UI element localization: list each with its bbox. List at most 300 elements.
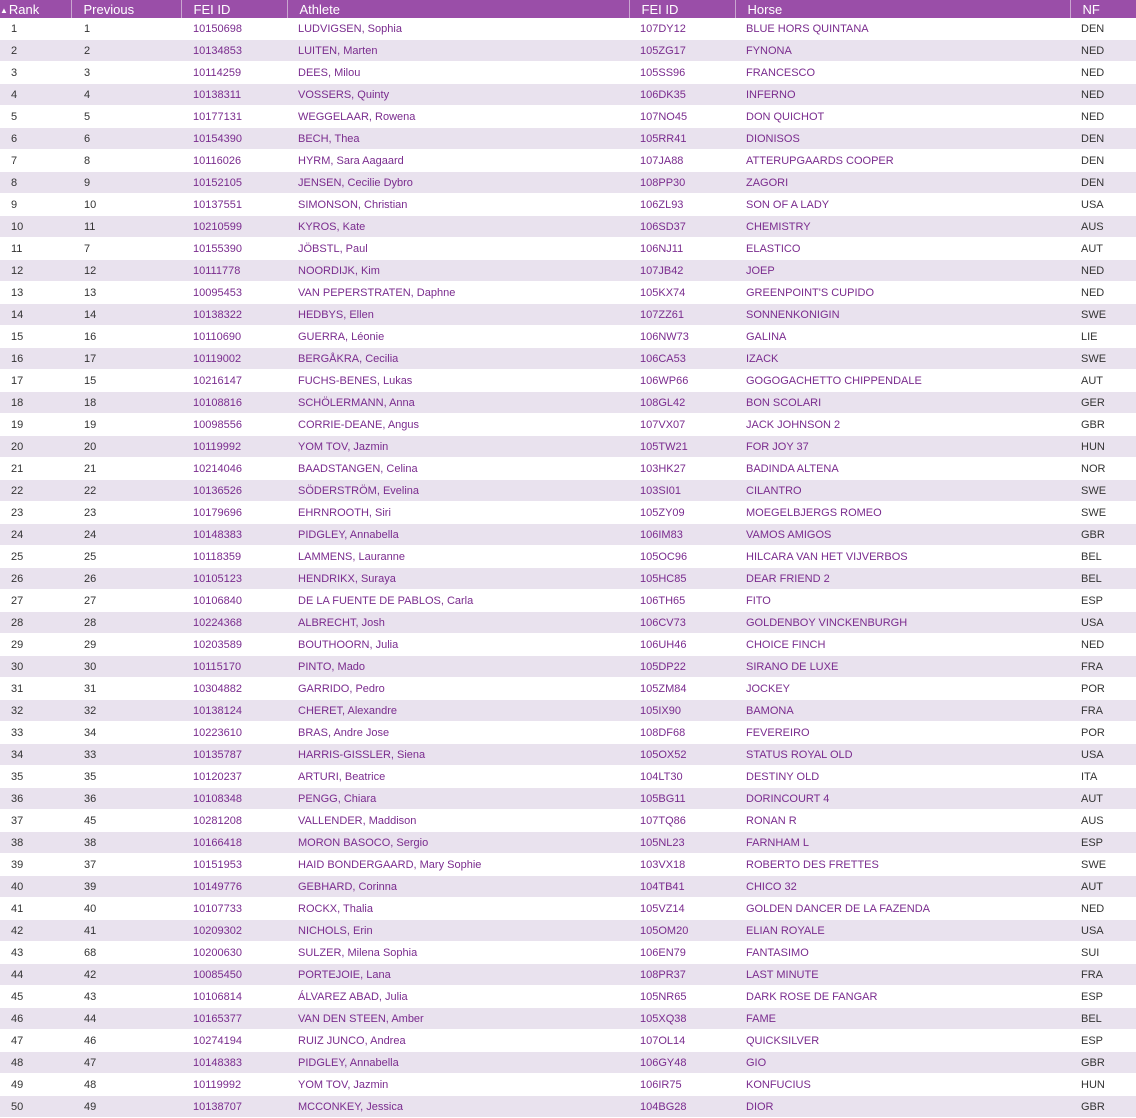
athlete-fei-id-link[interactable]: 10120237	[181, 766, 287, 788]
horse-fei-id-link[interactable]: 104TB41	[629, 876, 735, 898]
horse-fei-id-link[interactable]: 105HC85	[629, 568, 735, 590]
athlete-name-link[interactable]: PORTEJOIE, Lana	[287, 964, 629, 986]
athlete-fei-id-link[interactable]: 10155390	[181, 238, 287, 260]
previous-rank-cell: 68	[71, 942, 181, 964]
nation-cell: NED	[1070, 106, 1136, 128]
athlete-fei-id-link[interactable]: 10177131	[181, 106, 287, 128]
table-row	[0, 832, 1136, 854]
table-row	[0, 766, 1136, 788]
previous-rank-cell: 6	[71, 128, 181, 150]
horse-fei-id-link[interactable]: 107DY12	[629, 18, 735, 40]
horse-name-link[interactable]: HILCARA VAN HET VIJVERBOS	[735, 546, 1070, 568]
athlete-fei-id-link[interactable]: 10106840	[181, 590, 287, 612]
rank-cell: 19	[0, 414, 71, 436]
horse-fei-id-link[interactable]: 106EN79	[629, 942, 735, 964]
horse-name-link[interactable]: SON OF A LADY	[735, 194, 1070, 216]
horse-fei-id-link[interactable]: 103HK27	[629, 458, 735, 480]
previous-rank-cell: 45	[71, 810, 181, 832]
column-header-horse[interactable]: Horse	[735, 0, 1070, 18]
horse-name-link[interactable]: GOLDENBOY VINCKENBURGH	[735, 612, 1070, 634]
horse-name-link[interactable]: GOLDEN DANCER DE LA FAZENDA	[735, 898, 1070, 920]
athlete-name-link[interactable]: HYRM, Sara Aagaard	[287, 150, 629, 172]
athlete-fei-id-link[interactable]: 10136526	[181, 480, 287, 502]
nation-cell: HUN	[1070, 436, 1136, 458]
horse-fei-id-link[interactable]: 105OM20	[629, 920, 735, 942]
previous-rank-cell: 46	[71, 1030, 181, 1052]
athlete-name-link[interactable]: CORRIE-DEANE, Angus	[287, 414, 629, 436]
rank-cell: 6	[0, 128, 71, 150]
previous-rank-cell: 22	[71, 480, 181, 502]
table-row	[0, 920, 1136, 942]
horse-name-link[interactable]: VAMOS AMIGOS	[735, 524, 1070, 546]
horse-fei-id-link[interactable]: 108DF68	[629, 722, 735, 744]
horse-name-link[interactable]: JOCKEY	[735, 678, 1070, 700]
horse-name-link[interactable]: FANTASIMO	[735, 942, 1070, 964]
athlete-name-link[interactable]: JÖBSTL, Paul	[287, 238, 629, 260]
nation-cell: USA	[1070, 194, 1136, 216]
table-row	[0, 282, 1136, 304]
horse-fei-id-link[interactable]: 105KX74	[629, 282, 735, 304]
horse-fei-id-link[interactable]: 105OC96	[629, 546, 735, 568]
athlete-name-link[interactable]: YOM TOV, Jazmin	[287, 436, 629, 458]
athlete-name-link[interactable]: BERGÅKRA, Cecilia	[287, 348, 629, 370]
athlete-name-link[interactable]: LUITEN, Marten	[287, 40, 629, 62]
nation-cell: NED	[1070, 40, 1136, 62]
horse-name-link[interactable]: FAME	[735, 1008, 1070, 1030]
nation-cell: ESP	[1070, 832, 1136, 854]
athlete-fei-id-link[interactable]: 10108816	[181, 392, 287, 414]
table-row	[0, 678, 1136, 700]
table-row	[0, 612, 1136, 634]
athlete-fei-id-link[interactable]: 10115170	[181, 656, 287, 678]
athlete-name-link[interactable]: GARRIDO, Pedro	[287, 678, 629, 700]
athlete-name-link[interactable]: KYROS, Kate	[287, 216, 629, 238]
athlete-fei-id-link[interactable]: 10106814	[181, 986, 287, 1008]
horse-name-link[interactable]: BON SCOLARI	[735, 392, 1070, 414]
previous-rank-cell: 15	[71, 370, 181, 392]
athlete-name-link[interactable]: BECH, Thea	[287, 128, 629, 150]
horse-fei-id-link[interactable]: 105ZG17	[629, 40, 735, 62]
athlete-name-link[interactable]: HEDBYS, Ellen	[287, 304, 629, 326]
rank-cell: 28	[0, 612, 71, 634]
horse-fei-id-link[interactable]: 104BG28	[629, 1096, 735, 1118]
nation-cell: NED	[1070, 898, 1136, 920]
previous-rank-cell: 37	[71, 854, 181, 876]
athlete-name-link[interactable]: SCHÖLERMANN, Anna	[287, 392, 629, 414]
horse-fei-id-link[interactable]: 106CV73	[629, 612, 735, 634]
horse-name-link[interactable]: KONFUCIUS	[735, 1074, 1070, 1096]
horse-fei-id-link[interactable]: 105NL23	[629, 832, 735, 854]
athlete-fei-id-link[interactable]: 10148383	[181, 524, 287, 546]
athlete-fei-id-link[interactable]: 10281208	[181, 810, 287, 832]
horse-fei-id-link[interactable]: 106NW73	[629, 326, 735, 348]
athlete-fei-id-link[interactable]: 10135787	[181, 744, 287, 766]
athlete-name-link[interactable]: LUDVIGSEN, Sophia	[287, 18, 629, 40]
table-row	[0, 216, 1136, 238]
horse-fei-id-link[interactable]: 107OL14	[629, 1030, 735, 1052]
rank-cell: 11	[0, 238, 71, 260]
nation-cell: NED	[1070, 84, 1136, 106]
table-row	[0, 700, 1136, 722]
horse-name-link[interactable]: FEVEREIRO	[735, 722, 1070, 744]
athlete-fei-id-link[interactable]: 10119002	[181, 348, 287, 370]
rank-cell: 10	[0, 216, 71, 238]
nation-cell: HUN	[1070, 1074, 1136, 1096]
horse-fei-id-link[interactable]: 105ZM84	[629, 678, 735, 700]
athlete-fei-id-link[interactable]: 10119992	[181, 1074, 287, 1096]
table-row	[0, 1008, 1136, 1030]
rank-cell: 20	[0, 436, 71, 458]
horse-fei-id-link[interactable]: 105XQ38	[629, 1008, 735, 1030]
horse-fei-id-link[interactable]: 103VX18	[629, 854, 735, 876]
athlete-fei-id-link[interactable]: 10111778	[181, 260, 287, 282]
athlete-name-link[interactable]: PINTO, Mado	[287, 656, 629, 678]
horse-fei-id-link[interactable]: 106WP66	[629, 370, 735, 392]
horse-fei-id-link[interactable]: 103SI01	[629, 480, 735, 502]
horse-fei-id-link[interactable]: 106CA53	[629, 348, 735, 370]
nation-cell: AUT	[1070, 370, 1136, 392]
athlete-fei-id-link[interactable]: 10105123	[181, 568, 287, 590]
previous-rank-cell: 12	[71, 260, 181, 282]
athlete-fei-id-link[interactable]: 10085450	[181, 964, 287, 986]
athlete-name-link[interactable]: PENGG, Chiara	[287, 788, 629, 810]
nation-cell: SWE	[1070, 304, 1136, 326]
horse-fei-id-link[interactable]: 106UH46	[629, 634, 735, 656]
horse-name-link[interactable]: LAST MINUTE	[735, 964, 1070, 986]
rank-cell: 25	[0, 546, 71, 568]
nation-cell: AUS	[1070, 216, 1136, 238]
column-header-fei-id[interactable]: FEI ID	[181, 0, 287, 18]
horse-fei-id-link[interactable]: 105NR65	[629, 986, 735, 1008]
horse-name-link[interactable]: DIONISOS	[735, 128, 1070, 150]
horse-fei-id-link[interactable]: 105DP22	[629, 656, 735, 678]
nation-cell: GER	[1070, 392, 1136, 414]
horse-name-link[interactable]: FRANCESCO	[735, 62, 1070, 84]
horse-fei-id-link[interactable]: 107JB42	[629, 260, 735, 282]
horse-fei-id-link[interactable]: 105RR41	[629, 128, 735, 150]
athlete-fei-id-link[interactable]: 10138322	[181, 304, 287, 326]
athlete-name-link[interactable]: ARTURI, Beatrice	[287, 766, 629, 788]
horse-fei-id-link[interactable]: 105OX52	[629, 744, 735, 766]
nation-cell: FRA	[1070, 700, 1136, 722]
athlete-fei-id-link[interactable]: 10138311	[181, 84, 287, 106]
nation-cell: NED	[1070, 62, 1136, 84]
horse-fei-id-link[interactable]: 107ZZ61	[629, 304, 735, 326]
athlete-name-link[interactable]: VOSSERS, Quinty	[287, 84, 629, 106]
athlete-fei-id-link[interactable]: 10151953	[181, 854, 287, 876]
table-row	[0, 546, 1136, 568]
athlete-name-link[interactable]: SULZER, Milena Sophia	[287, 942, 629, 964]
horse-name-link[interactable]: QUICKSILVER	[735, 1030, 1070, 1052]
athlete-name-link[interactable]: NOORDIJK, Kim	[287, 260, 629, 282]
horse-name-link[interactable]: BAMONA	[735, 700, 1070, 722]
rank-cell: 30	[0, 656, 71, 678]
nation-cell: POR	[1070, 722, 1136, 744]
rank-cell: 44	[0, 964, 71, 986]
horse-name-link[interactable]: BLUE HORS QUINTANA	[735, 18, 1070, 40]
previous-rank-cell: 23	[71, 502, 181, 524]
athlete-name-link[interactable]: FUCHS-BENES, Lukas	[287, 370, 629, 392]
athlete-fei-id-link[interactable]: 10150698	[181, 18, 287, 40]
previous-rank-cell: 17	[71, 348, 181, 370]
previous-rank-cell: 5	[71, 106, 181, 128]
athlete-name-link[interactable]: VALLENDER, Maddison	[287, 810, 629, 832]
horse-fei-id-link[interactable]: 105VZ14	[629, 898, 735, 920]
horse-name-link[interactable]: MOEGELBJERGS ROMEO	[735, 502, 1070, 524]
athlete-fei-id-link[interactable]: 10166418	[181, 832, 287, 854]
rank-cell: 40	[0, 876, 71, 898]
horse-fei-id-link[interactable]: 106DK35	[629, 84, 735, 106]
previous-rank-cell: 30	[71, 656, 181, 678]
athlete-name-link[interactable]: DEES, Milou	[287, 62, 629, 84]
athlete-fei-id-link[interactable]: 10179696	[181, 502, 287, 524]
horse-name-link[interactable]: SIRANO DE LUXE	[735, 656, 1070, 678]
horse-name-link[interactable]: DORINCOURT 4	[735, 788, 1070, 810]
athlete-name-link[interactable]: GUERRA, Léonie	[287, 326, 629, 348]
horse-name-link[interactable]: DARK ROSE DE FANGAR	[735, 986, 1070, 1008]
athlete-name-link[interactable]: DE LA FUENTE DE PABLOS, Carla	[287, 590, 629, 612]
athlete-fei-id-link[interactable]: 10203589	[181, 634, 287, 656]
column-header-nf[interactable]: NF	[1070, 0, 1136, 18]
nation-cell: AUS	[1070, 810, 1136, 832]
horse-fei-id-link[interactable]: 104LT30	[629, 766, 735, 788]
nation-cell: ESP	[1070, 986, 1136, 1008]
table-row	[0, 590, 1136, 612]
athlete-fei-id-link[interactable]: 10116026	[181, 150, 287, 172]
athlete-name-link[interactable]: SÖDERSTRÖM, Evelina	[287, 480, 629, 502]
horse-name-link[interactable]: ELASTICO	[735, 238, 1070, 260]
table-row	[0, 656, 1136, 678]
horse-name-link[interactable]: CILANTRO	[735, 480, 1070, 502]
horse-name-link[interactable]: INFERNO	[735, 84, 1070, 106]
table-row	[0, 62, 1136, 84]
athlete-fei-id-link[interactable]: 10110690	[181, 326, 287, 348]
athlete-fei-id-link[interactable]: 10210599	[181, 216, 287, 238]
athlete-name-link[interactable]: JENSEN, Cecilie Dybro	[287, 172, 629, 194]
table-row	[0, 172, 1136, 194]
athlete-fei-id-link[interactable]: 10149776	[181, 876, 287, 898]
athlete-name-link[interactable]: SIMONSON, Christian	[287, 194, 629, 216]
athlete-fei-id-link[interactable]: 10108348	[181, 788, 287, 810]
previous-rank-cell: 16	[71, 326, 181, 348]
previous-rank-cell: 19	[71, 414, 181, 436]
athlete-name-link[interactable]: HAID BONDERGAARD, Mary Sophie	[287, 854, 629, 876]
table-row	[0, 348, 1136, 370]
previous-rank-cell: 24	[71, 524, 181, 546]
athlete-name-link[interactable]: NICHOLS, Erin	[287, 920, 629, 942]
nation-cell: FRA	[1070, 964, 1136, 986]
athlete-name-link[interactable]: BOUTHOORN, Julia	[287, 634, 629, 656]
horse-fei-id-link[interactable]: 105ZY09	[629, 502, 735, 524]
nation-cell: GBR	[1070, 1096, 1136, 1118]
athlete-fei-id-link[interactable]: 10107733	[181, 898, 287, 920]
athlete-name-link[interactable]: MCCONKEY, Jessica	[287, 1096, 629, 1118]
previous-rank-cell: 29	[71, 634, 181, 656]
rank-cell: 2	[0, 40, 71, 62]
athlete-fei-id-link[interactable]: 10216147	[181, 370, 287, 392]
athlete-fei-id-link[interactable]: 10098556	[181, 414, 287, 436]
horse-fei-id-link[interactable]: 105BG11	[629, 788, 735, 810]
horse-name-link[interactable]: CHEMISTRY	[735, 216, 1070, 238]
horse-fei-id-link[interactable]: 105IX90	[629, 700, 735, 722]
horse-name-link[interactable]: CHOICE FINCH	[735, 634, 1070, 656]
previous-rank-cell: 48	[71, 1074, 181, 1096]
horse-fei-id-link[interactable]: 106IR75	[629, 1074, 735, 1096]
horse-name-link[interactable]: FYNONA	[735, 40, 1070, 62]
horse-name-link[interactable]: IZACK	[735, 348, 1070, 370]
athlete-fei-id-link[interactable]: 10134853	[181, 40, 287, 62]
horse-name-link[interactable]: ROBERTO DES FRETTES	[735, 854, 1070, 876]
horse-name-link[interactable]: GALINA	[735, 326, 1070, 348]
athlete-fei-id-link[interactable]: 10114259	[181, 62, 287, 84]
horse-fei-id-link[interactable]: 106ZL93	[629, 194, 735, 216]
athlete-name-link[interactable]: BAADSTANGEN, Celina	[287, 458, 629, 480]
table-row	[0, 40, 1136, 62]
horse-fei-id-link[interactable]: 106TH65	[629, 590, 735, 612]
rank-cell: 34	[0, 744, 71, 766]
horse-name-link[interactable]: GIO	[735, 1052, 1070, 1074]
previous-rank-cell: 43	[71, 986, 181, 1008]
athlete-name-link[interactable]: HENDRIKX, Suraya	[287, 568, 629, 590]
horse-name-link[interactable]: ELIAN ROYALE	[735, 920, 1070, 942]
horse-fei-id-link[interactable]: 106GY48	[629, 1052, 735, 1074]
horse-name-link[interactable]: FARNHAM L	[735, 832, 1070, 854]
horse-name-link[interactable]: GREENPOINT'S CUPIDO	[735, 282, 1070, 304]
previous-rank-cell: 32	[71, 700, 181, 722]
athlete-fei-id-link[interactable]: 10223610	[181, 722, 287, 744]
horse-name-link[interactable]: GOGOGACHETTO CHIPPENDALE	[735, 370, 1070, 392]
horse-name-link[interactable]: JOEP	[735, 260, 1070, 282]
athlete-name-link[interactable]: ÁLVAREZ ABAD, Julia	[287, 986, 629, 1008]
athlete-name-link[interactable]: YOM TOV, Jazmin	[287, 1074, 629, 1096]
horse-fei-id-link[interactable]: 108PR37	[629, 964, 735, 986]
athlete-name-link[interactable]: PIDGLEY, Annabella	[287, 1052, 629, 1074]
horse-fei-id-link[interactable]: 105TW21	[629, 436, 735, 458]
athlete-fei-id-link[interactable]: 10214046	[181, 458, 287, 480]
athlete-fei-id-link[interactable]: 10209302	[181, 920, 287, 942]
horse-name-link[interactable]: RONAN R	[735, 810, 1070, 832]
table-row	[0, 568, 1136, 590]
horse-fei-id-link[interactable]: 107VX07	[629, 414, 735, 436]
horse-name-link[interactable]: DON QUICHOT	[735, 106, 1070, 128]
horse-name-link[interactable]: FOR JOY 37	[735, 436, 1070, 458]
rank-cell: 24	[0, 524, 71, 546]
athlete-name-link[interactable]: ALBRECHT, Josh	[287, 612, 629, 634]
previous-rank-cell: 39	[71, 876, 181, 898]
previous-rank-cell: 9	[71, 172, 181, 194]
previous-rank-cell: 36	[71, 788, 181, 810]
athlete-fei-id-link[interactable]: 10154390	[181, 128, 287, 150]
athlete-name-link[interactable]: VAN DEN STEEN, Amber	[287, 1008, 629, 1030]
athlete-name-link[interactable]: EHRNROOTH, Siri	[287, 502, 629, 524]
athlete-fei-id-link[interactable]: 10119992	[181, 436, 287, 458]
athlete-name-link[interactable]: WEGGELAAR, Rowena	[287, 106, 629, 128]
table-body	[0, 18, 1136, 1118]
table-row	[0, 744, 1136, 766]
rank-cell: 21	[0, 458, 71, 480]
horse-fei-id-link[interactable]: 107TQ86	[629, 810, 735, 832]
athlete-name-link[interactable]: LAMMENS, Lauranne	[287, 546, 629, 568]
sort-ascending-icon[interactable]: ▲	[0, 5, 8, 15]
previous-rank-cell: 11	[71, 216, 181, 238]
athlete-name-link[interactable]: BRAS, Andre Jose	[287, 722, 629, 744]
horse-fei-id-link[interactable]: 106NJ11	[629, 238, 735, 260]
athlete-fei-id-link[interactable]: 10304882	[181, 678, 287, 700]
athlete-fei-id-link[interactable]: 10152105	[181, 172, 287, 194]
nation-cell: SWE	[1070, 480, 1136, 502]
athlete-fei-id-link[interactable]: 10274194	[181, 1030, 287, 1052]
nation-cell: POR	[1070, 678, 1136, 700]
athlete-fei-id-link[interactable]: 10118359	[181, 546, 287, 568]
previous-rank-cell: 25	[71, 546, 181, 568]
horse-name-link[interactable]: BADINDA ALTENA	[735, 458, 1070, 480]
table-row	[0, 84, 1136, 106]
table-row	[0, 1074, 1136, 1096]
table-row	[0, 1030, 1136, 1052]
horse-fei-id-link[interactable]: 107JA88	[629, 150, 735, 172]
column-header-horse-fei-id[interactable]: FEI ID	[629, 0, 735, 18]
horse-fei-id-link[interactable]: 106IM83	[629, 524, 735, 546]
rank-cell: 4	[0, 84, 71, 106]
horse-fei-id-link[interactable]: 106SD37	[629, 216, 735, 238]
horse-fei-id-link[interactable]: 105SS96	[629, 62, 735, 84]
horse-name-link[interactable]: CHICO 32	[735, 876, 1070, 898]
horse-name-link[interactable]: DIOR	[735, 1096, 1070, 1118]
table-row	[0, 524, 1136, 546]
horse-name-link[interactable]: ZAGORI	[735, 172, 1070, 194]
athlete-fei-id-link[interactable]: 10224368	[181, 612, 287, 634]
horse-name-link[interactable]: DESTINY OLD	[735, 766, 1070, 788]
column-header-previous[interactable]: Previous	[71, 0, 181, 18]
athlete-fei-id-link[interactable]: 10137551	[181, 194, 287, 216]
horse-name-link[interactable]: STATUS ROYAL OLD	[735, 744, 1070, 766]
athlete-name-link[interactable]: MORON BASOCO, Sergio	[287, 832, 629, 854]
athlete-fei-id-link[interactable]: 10138707	[181, 1096, 287, 1118]
column-header-rank[interactable]: ▲Rank	[0, 0, 71, 18]
athlete-name-link[interactable]: PIDGLEY, Annabella	[287, 524, 629, 546]
athlete-fei-id-link[interactable]: 10138124	[181, 700, 287, 722]
horse-fei-id-link[interactable]: 107NO45	[629, 106, 735, 128]
horse-fei-id-link[interactable]: 108GL42	[629, 392, 735, 414]
horse-fei-id-link[interactable]: 108PP30	[629, 172, 735, 194]
horse-name-link[interactable]: FITO	[735, 590, 1070, 612]
rank-cell: 9	[0, 194, 71, 216]
table-row	[0, 502, 1136, 524]
athlete-name-link[interactable]: ROCKX, Thalia	[287, 898, 629, 920]
athlete-fei-id-link[interactable]: 10200630	[181, 942, 287, 964]
rank-cell: 16	[0, 348, 71, 370]
athlete-name-link[interactable]: CHERET, Alexandre	[287, 700, 629, 722]
rank-cell: 50	[0, 1096, 71, 1118]
rank-cell: 22	[0, 480, 71, 502]
table-row	[0, 876, 1136, 898]
athlete-fei-id-link[interactable]: 10095453	[181, 282, 287, 304]
athlete-name-link[interactable]: GEBHARD, Corinna	[287, 876, 629, 898]
athlete-fei-id-link[interactable]: 10148383	[181, 1052, 287, 1074]
athlete-name-link[interactable]: HARRIS-GISSLER, Siena	[287, 744, 629, 766]
nation-cell: GBR	[1070, 524, 1136, 546]
horse-name-link[interactable]: ATTERUPGAARDS COOPER	[735, 150, 1070, 172]
athlete-fei-id-link[interactable]: 10165377	[181, 1008, 287, 1030]
nation-cell: SWE	[1070, 854, 1136, 876]
horse-name-link[interactable]: DEAR FRIEND 2	[735, 568, 1070, 590]
table-row	[0, 458, 1136, 480]
horse-name-link[interactable]: SONNENKONIGIN	[735, 304, 1070, 326]
athlete-name-link[interactable]: RUIZ JUNCO, Andrea	[287, 1030, 629, 1052]
athlete-name-link[interactable]: VAN PEPERSTRATEN, Daphne	[287, 282, 629, 304]
column-header-athlete[interactable]: Athlete	[287, 0, 629, 18]
horse-name-link[interactable]: JACK JOHNSON 2	[735, 414, 1070, 436]
